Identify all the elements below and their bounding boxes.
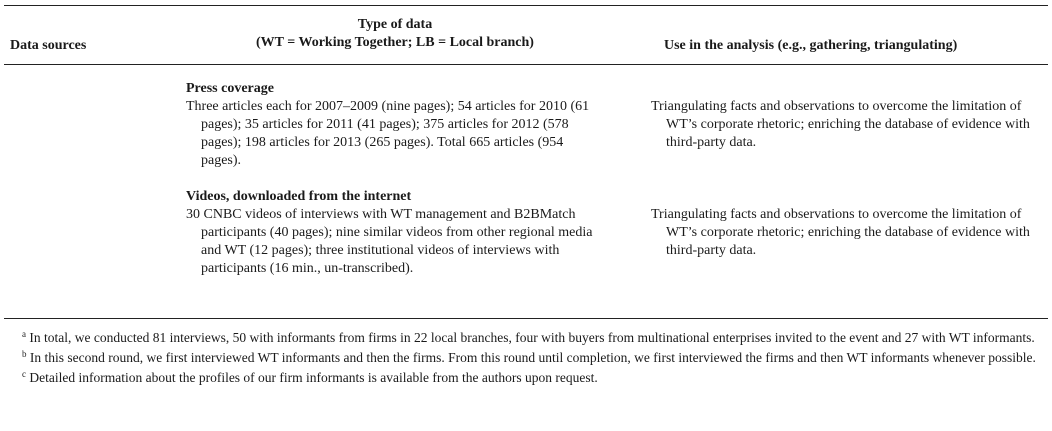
press-coverage-use-text: Triangulating facts and observations to overcome the limitation of WT’s corporate rhetoric; enriching the database of evidence with third-party data. [651,99,1030,150]
footnote-a [4,326,1048,346]
row-videos-use [651,206,1049,260]
footnote-c-mark: c [22,369,26,379]
row-press-coverage-use [651,98,1049,152]
row-videos-type [186,188,606,278]
videos-description: 30 CNBC videos of interviews with WT management and B2BMatch participants (40 pages); nine similar videos from other regional media and WT (12 pages); three institutional videos of interviews with participants (16 min., un-transcribed). [186,207,593,276]
header-data-sources: Data sources [10,38,87,53]
footnote-b [4,346,1048,366]
header-rule [4,64,1048,65]
press-coverage-description: Three articles each for 2007–2009 (nine pages); 54 articles for 2010 (61 pages); 35 articles for 2011 (41 pages); 375 articles for 2012 (578 pages); 198 articles for 2013 (265 pages). Total 665 articles (954 pages). [186,99,590,168]
footnote-b-mark: b [22,349,27,359]
table-bottom-rule [4,318,1048,319]
row-press-coverage-type [186,80,606,170]
header-use-in-analysis: Use in the analysis (e.g., gathering, triangulating) [664,38,958,53]
header-type-line1: Type of data [357,17,433,32]
footnotes [4,326,1048,386]
subhead-videos: Videos, downloaded from the internet [186,189,412,204]
footnote-c-text: Detailed information about the profiles of our firm informants is available from the authors upon request. [29,370,598,385]
footnote-b-text: In this second round, we first interviewed WT informants and then the firms. From this round until completion, we first interviewed the firms and then WT informants whenever possible. [29,350,1036,365]
table-top-rule [4,5,1048,6]
header-type-of-data [190,16,600,52]
footnote-a-mark: a [22,329,26,339]
footnote-a-text: In total, we conducted 81 interviews, 50 with informants from firms in 22 local branches, four with buyers from multinational enterprises invited to the event and 27 with WT informants. [29,330,1035,345]
footnote-c [4,366,1048,386]
videos-use-text: Triangulating facts and observations to overcome the limitation of WT’s corporate rhetoric; enriching the database of evidence with third-party data. [651,207,1030,258]
subhead-press-coverage: Press coverage [186,81,274,96]
header-type-line2: (WT = Working Together; LB = Local branch) [256,35,534,50]
